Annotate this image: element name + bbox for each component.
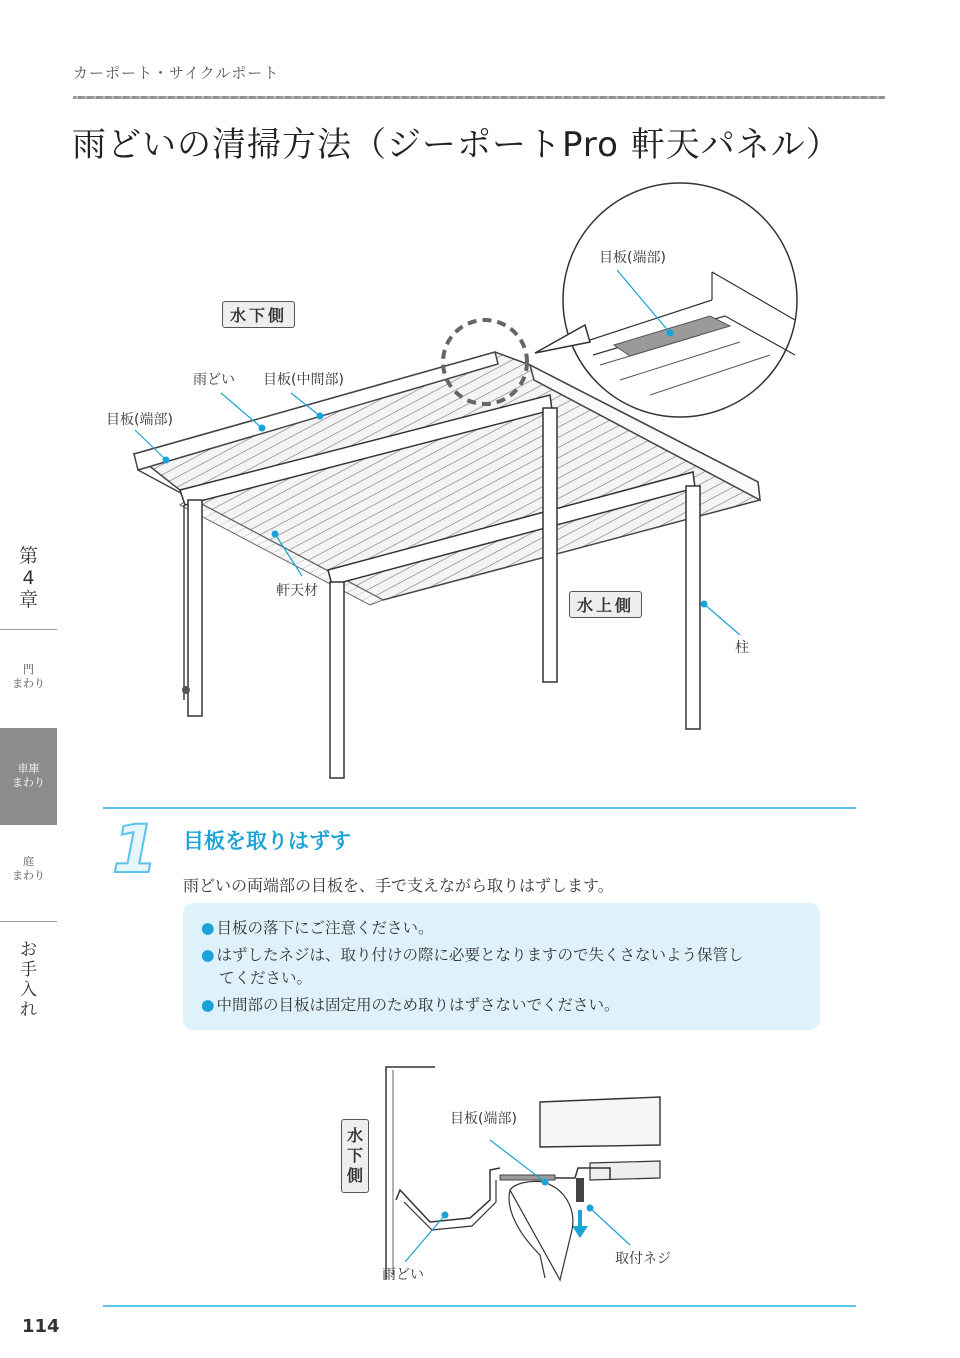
soffit-label: 軒天材 [276,583,318,599]
screw-label: 取付ネジ [615,1251,671,1267]
caution-note: ● 中間部の目板は固定用のため取りはずさないでください。 [201,996,620,1014]
tab-label: 手 [20,960,37,980]
section-divider [103,1305,856,1307]
page-number: 114 [22,1316,60,1337]
tab-divider [0,921,57,922]
step-number: 1 [112,811,158,888]
tab-label: 庭 [23,855,34,868]
page-title: 雨どいの清掃方法（ジーポートPro 軒天パネル） [72,125,841,165]
chapter-char: 4 [22,567,35,589]
tab-label: まわり [12,776,45,789]
tab-label: 門 [23,663,34,676]
joint-end-label-bottom: 目板(端部) [450,1111,517,1127]
joint-middle-label: 目板(中間部) [263,372,344,388]
water-down-tag: 水下側 [222,301,295,328]
caution-note: ● はずしたネジは、取り付けの際に必要となりますので失くさないよう保管し [201,946,744,964]
bullet-icon: ● [201,946,215,964]
gutter-label: 雨どい [193,372,235,388]
tab-care[interactable] [0,940,57,1020]
water-down-tag-vertical [341,1119,369,1193]
joint-end-label: 目板(端部) [106,412,173,428]
post-label: 柱 [735,640,749,656]
tab-label: 車庫 [17,762,40,775]
tag-char: 下 [346,1146,363,1165]
category-label: カーポート・サイクルポート [73,64,280,82]
joint-end-zoom-label: 目板(端部) [599,250,666,266]
gutter-label-bottom: 雨どい [382,1267,424,1283]
tab-label: れ [20,1000,37,1020]
tag-char: 側 [346,1166,363,1185]
bullet-icon: ● [201,996,215,1014]
caution-note-continued: てください。 [219,969,313,987]
tab-label: まわり [12,869,45,882]
chapter-char: 第 [18,545,38,567]
step-title: 目板を取りはずす [183,829,351,853]
step-description: 雨どいの両端部の目板を、手で支えながら取りはずします。 [183,876,614,895]
bullet-icon: ● [201,919,215,937]
tag-char: 水 [346,1126,363,1145]
water-up-tag: 水上側 [569,591,642,618]
tab-garden[interactable] [0,855,57,883]
caution-note: ● 目板の落下にご注意ください。 [201,919,434,937]
tab-label: まわり [12,677,45,690]
tab-label: 入 [20,980,37,1000]
section-divider [103,807,856,809]
tab-label: お [20,940,37,960]
chapter-char: 章 [18,589,38,611]
gutter-section-illustration [0,1050,960,1300]
